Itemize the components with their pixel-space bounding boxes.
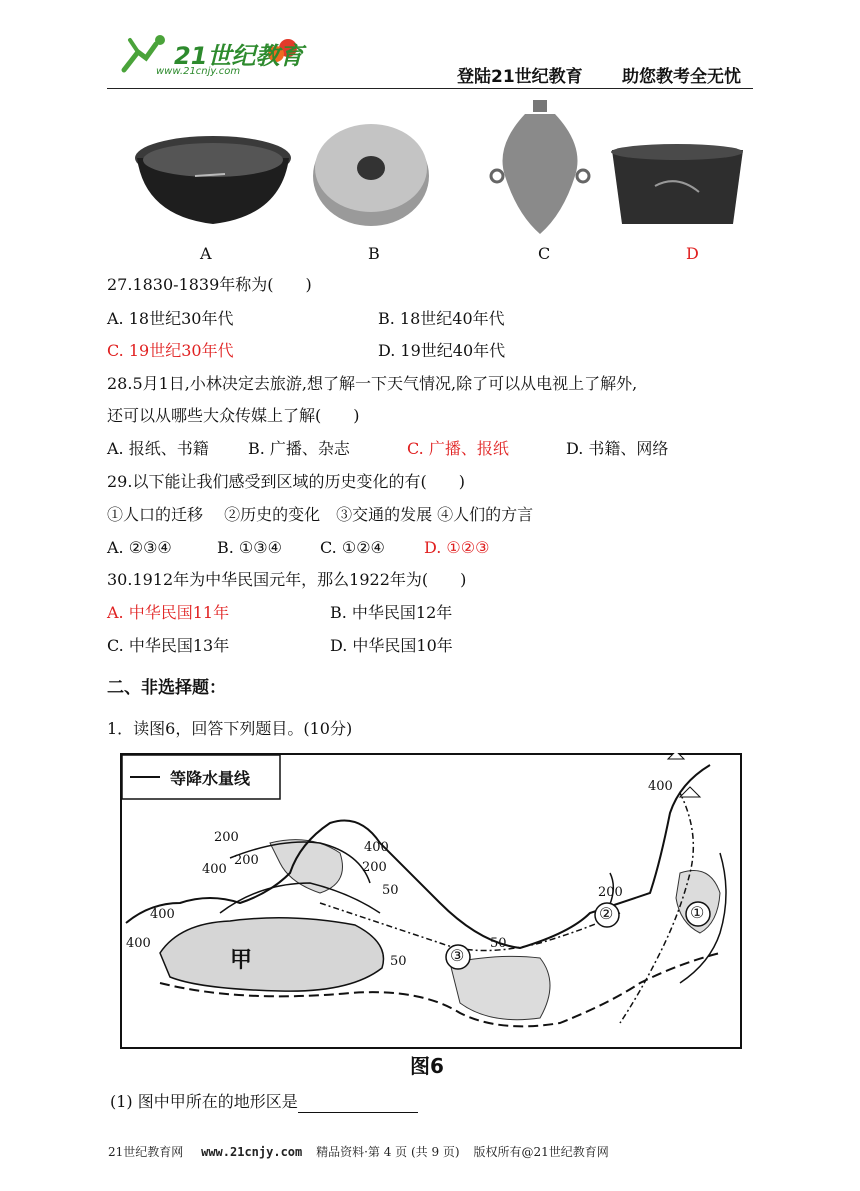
artifact-a-bowl (135, 136, 291, 224)
map-legend-label: 等降水量线 (170, 769, 251, 788)
artifact-label-c: C (538, 244, 551, 263)
q28-option-b: B. 广播、杂志 (248, 439, 350, 458)
q29-items: ①人口的迁移 ②历史的变化 ③交通的发展 ④人们的方言 (107, 505, 534, 524)
q27-option-b: B. 18世纪40年代 (378, 309, 505, 328)
q28-option-a: A. 报纸、书籍 (107, 439, 209, 458)
isoline-label: 50 (490, 936, 507, 951)
map-caption: 图6 (410, 1054, 444, 1078)
isoline-label: 50 (390, 954, 407, 969)
footer (108, 1143, 609, 1160)
artifact-label-b: B (368, 244, 380, 263)
artifact-photos (125, 96, 765, 236)
map-drawing (120, 753, 745, 1053)
q30-stem: 30.1912年为中华民国元年，那么1922年为( ) (107, 570, 467, 589)
isoline-label: 200 (598, 885, 623, 900)
logo-text: 21世纪教育 (174, 42, 304, 70)
logo-url: www.21cnjy.com (156, 66, 241, 77)
isoline-label: 400 (202, 862, 227, 877)
footer-site: 21世纪教育网 (108, 1145, 184, 1159)
q28-stem-line2: 还可以从哪些大众传媒上了解( ) (107, 406, 360, 425)
header-slogan-right: 助您教考全无忧 (622, 67, 741, 87)
q29-stem: 29.以下能让我们感受到区域的历史变化的有( ) (107, 472, 465, 491)
q28-option-c: C. 广播、报纸 (407, 439, 509, 458)
artifact-d-cup (611, 144, 743, 224)
header-logo (116, 30, 306, 82)
section2-title: 二、非选择题： (107, 678, 226, 698)
map-label-jia: 甲 (230, 947, 253, 973)
artifact-label-d: D (686, 244, 699, 263)
isoline-label: 50 (382, 883, 399, 898)
footer-page: 精品资料·第 4 页 (共 9 页) (316, 1145, 460, 1159)
q29-option-a: A. ②③④ (107, 538, 172, 557)
artifact-label-a: A (200, 244, 212, 263)
isoline-label: 200 (362, 860, 387, 875)
q29-option-d: D. ①②③ (424, 538, 490, 557)
isoline-label: 200 (214, 830, 239, 845)
isoline-label: 400 (126, 936, 151, 951)
artifact-b-stone-disc (313, 124, 429, 226)
isoline-label: 400 (364, 840, 389, 855)
footer-url[interactable]: www.21cnjy.com (201, 1145, 303, 1159)
answer-blank[interactable] (298, 1096, 418, 1113)
q28-stem-line1: 28.5月1日,小林决定去旅游,想了解一下天气情况,除了可以从电视上了解外, (107, 374, 638, 393)
q27-stem: 27.1830-1839年称为( ) (107, 275, 312, 294)
artifact-c-jar (491, 100, 589, 234)
isoline-label: 400 (150, 907, 175, 922)
q27-option-a: A. 18世纪30年代 (107, 309, 234, 328)
isoline-label: 200 (234, 853, 259, 868)
q30-option-c: C. 中华民国13年 (107, 636, 230, 655)
tarim-basin-shape (160, 918, 383, 991)
artifact-images (125, 96, 765, 236)
q27-option-c: C. 19世纪30年代 (107, 341, 234, 360)
precipitation-map (120, 753, 745, 1053)
q29-option-c: C. ①②④ (320, 538, 385, 557)
q30-option-b: B. 中华民国12年 (330, 603, 453, 622)
q29-option-b: B. ①③④ (217, 538, 282, 557)
map-label-c1: ① (690, 903, 705, 922)
q30-option-a: A. 中华民国11年 (107, 603, 230, 622)
footer-copyright: 版权所有@21世纪教育网 (473, 1145, 609, 1159)
map-label-c2: ② (599, 904, 614, 923)
map-label-c3: ③ (450, 946, 465, 965)
q27-option-d: D. 19世纪40年代 (378, 341, 506, 360)
section2-q1: 1．读图6，回答下列题目。(10分) (107, 719, 353, 738)
q30-option-d: D. 中华民国10年 (330, 636, 453, 655)
subquestion-1 (110, 1091, 418, 1113)
subquestion-1-text: (1) 图中甲所在的地形区是 (110, 1092, 298, 1111)
header-divider (107, 88, 753, 89)
isoline-label: 400 (648, 779, 673, 794)
header-slogan-left: 登陆21世纪教育 (457, 67, 583, 87)
q28-option-d: D. 书籍、网络 (566, 439, 669, 458)
